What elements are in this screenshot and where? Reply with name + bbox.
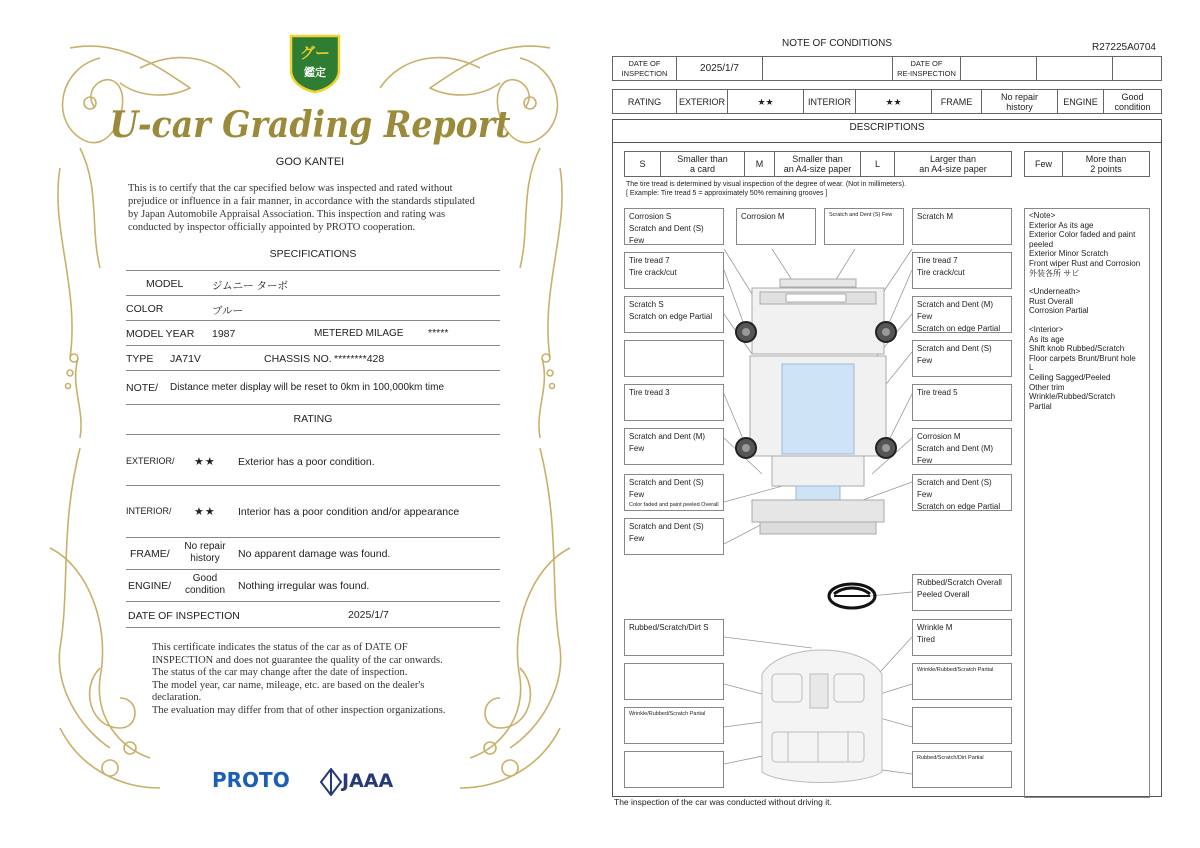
condition-box-dashboard: Rubbed/Scratch/Dirt S: [624, 619, 724, 656]
reference-number: R27225A0704: [1092, 42, 1156, 53]
certification-text: This is to certify that the car specified below was inspected and rated without prejudice or influence in a fair manner, in accordance with the standards stipulated by Japan Automobile Appraisal Association. This inspection and rating was conducted by inspector officially appointed by PROTO cooperation.: [128, 183, 475, 233]
condition-box-left-trim: Wrinkle/Rubbed/Scratch Partial: [624, 707, 724, 744]
rating-row-interior: INTERIOR/ ★★ Interior has a poor condition and/or appearance: [126, 486, 500, 538]
exterior-stars: ★★: [728, 90, 804, 114]
specifications-heading: SPECIFICATIONS: [269, 248, 357, 260]
condition-box-rear-seat: Rubbed/Scratch/Dirt Partial: [912, 751, 1012, 788]
note-of-conditions: [612, 34, 1164, 814]
conditions-title: NOTE OF CONDITIONS: [782, 38, 892, 49]
few-legend-table: Few More than 2 points: [1024, 151, 1150, 177]
svg-text:鑑定: 鑑定: [304, 67, 326, 79]
divider: [126, 270, 500, 271]
rating-row-exterior: EXTERIOR/ ★★ Exterior has a poor condition.: [126, 436, 500, 486]
condition-box-tire-front-left: Tire tread 7 Tire crack/cut: [624, 252, 724, 289]
report-title: U-car Grading Report: [109, 104, 511, 146]
condition-box-right-door: Scratch and Dent (S) Few: [912, 340, 1012, 377]
condition-box-rear-left-side: Scratch and Dent (M) Few: [624, 428, 724, 465]
divider: [126, 434, 500, 435]
rating-row-date: DATE OF INSPECTION 2025/1/7: [126, 602, 500, 628]
rating-row-engine: ENGINE/ Good condition Nothing irregular was found.: [126, 570, 500, 602]
condition-box-front-left-fender: Scratch S Scratch on edge Partial: [624, 296, 724, 333]
condition-box-front-left: Corrosion S Scratch and Dent (S) Few: [624, 208, 724, 245]
car-interior-icon: [762, 650, 882, 783]
condition-box-driver-seat: Wrinkle M Tired: [912, 619, 1012, 656]
condition-notes: <Note> Exterior As its age Exterior Color faded and paint peeled Exterior Minor Scratch Front wiper Rust and Corrosion 外装各所 サビ <Underneath> Rust Overall Corrosion Partial <Interior> As its age Shift knob Rubbed/Scratch Floor carpets Brunt/Brunt hole L Ceiling Sagged/Peeled Other trim Wrinkle/Rubbed/Scratch Partial: [1024, 208, 1150, 798]
descriptions-heading: DESCRIPTIONS: [849, 122, 925, 133]
condition-box-rear-right-quarter: Scratch and Dent (S) Few Scratch on edge Partial: [912, 474, 1012, 511]
rating-heading: RATING: [293, 413, 333, 425]
certificate-footnote: This certificate indicates the status of the car as of DATE OF INSPECTION and does not guarantee the quality of the car onwards. The status of the car may change after the date of inspection. The model year, car name, mileage, etc. are based on the dealer's declaration. The evaluation may differ from that of other inspection organizations.: [152, 642, 446, 716]
size-legend-table: S Smaller than a card M Smaller than an A4-size paper L Larger than an A4-size paper: [624, 151, 1012, 177]
condition-box-rear-seat-left: [624, 751, 724, 788]
condition-box-tire-front-right: Tire tread 7 Tire crack/cut: [912, 252, 1012, 289]
car-top-view-icon: [750, 279, 886, 534]
exterior-stars: ★★: [194, 456, 216, 468]
report-subtitle: GOO KANTEI: [275, 156, 345, 168]
condition-box-hood: Corrosion M: [736, 208, 816, 245]
goo-kantei-badge-icon: [287, 32, 343, 94]
footer-logos: [212, 768, 432, 800]
inspection-footer-note: The inspection of the car was conducted without driving it.: [614, 797, 832, 807]
condition-box-steering: Rubbed/Scratch Overall Peeled Overall: [912, 574, 1012, 611]
condition-box-tire-rear-right: Tire tread 5: [912, 384, 1012, 421]
condition-box-roof: Scratch and Dent (S) Few: [824, 208, 904, 245]
grading-report: [40, 28, 580, 818]
inspection-date-value: 2025/1/7: [677, 57, 763, 81]
svg-text:グー: グー: [299, 45, 331, 62]
condition-box-shift-area: [912, 707, 1012, 744]
condition-box-front-right: Scratch M: [912, 208, 1012, 245]
interior-stars: ★★: [194, 506, 216, 518]
condition-box-rear-left-quarter: Scratch and Dent (S) Few Color faded and paint peeled Overall: [624, 474, 724, 511]
spec-row-note: NOTE/ Distance meter display will be reset to 0km in 100,000km time: [126, 371, 500, 405]
condition-box-rear-right-side: Corrosion M Scratch and Dent (M) Few: [912, 428, 1012, 465]
condition-box-left-door: [624, 340, 724, 377]
spec-row-color: COLOR ブルー: [126, 296, 500, 321]
rating-table: RATING EXTERIOR ★★ INTERIOR ★★ FRAME No repair history ENGINE Good condition: [612, 89, 1162, 114]
inspection-date-table: DATE OF INSPECTION 2025/1/7 DATE OF RE-INSPECTION: [612, 56, 1162, 81]
tire-tread-note: The tire tread is determined by visual inspection of the degree of wear. (Not in millimeters). [ Example: Tire tread 5 = approximately 50% remaining grooves ]: [626, 181, 907, 197]
rating-row-frame: FRAME/ No repair history No apparent damage was found.: [126, 538, 500, 570]
spec-row-model: MODEL ジムニー ターボ: [126, 272, 500, 296]
proto-logo: PROTO: [212, 768, 290, 792]
spec-row-model-year: MODEL YEAR 1987 METERED MILAGE *****: [126, 321, 500, 346]
condition-box-right-trim: Wrinkle/Rubbed/Scratch Partial: [912, 663, 1012, 700]
jaaa-mark-icon: [320, 768, 342, 796]
spec-row-type: TYPE JA71V CHASSIS NO. ********428: [126, 346, 500, 371]
condition-box-tire-rear-left: Tire tread 3: [624, 384, 724, 421]
interior-stars: ★★: [856, 90, 932, 114]
steering-wheel-icon: [829, 584, 875, 608]
jaaa-logo: JAAA: [342, 770, 394, 792]
condition-box-front-right-fender: Scratch and Dent (M) Few Scratch on edge Partial: [912, 296, 1012, 333]
condition-box-passenger-seat: [624, 663, 724, 700]
condition-box-rear-bumper: Scratch and Dent (S) Few: [624, 518, 724, 555]
